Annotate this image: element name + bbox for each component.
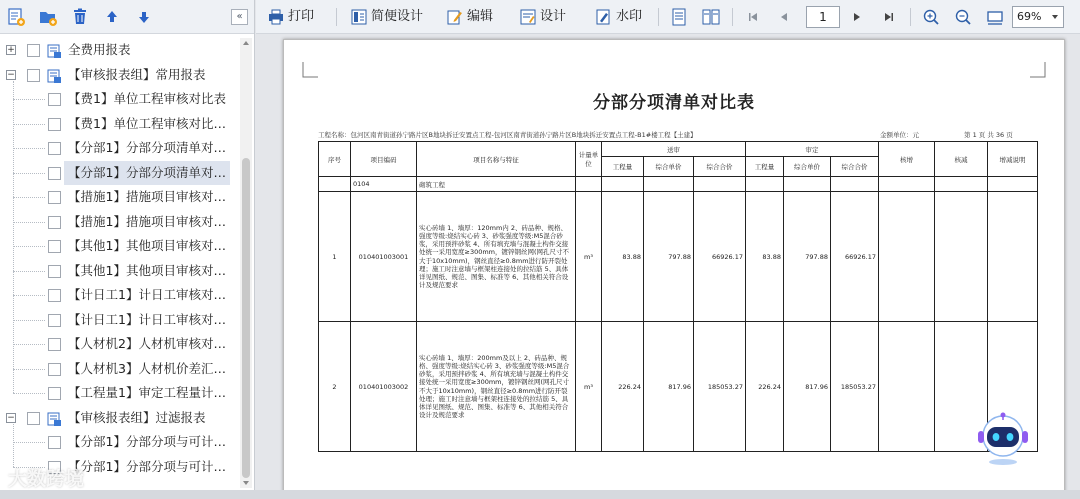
scrollbar-thumb[interactable]: [242, 158, 250, 478]
header-unit: 计量单位: [576, 142, 602, 177]
tree-checkbox[interactable]: [48, 436, 61, 449]
row-approve-total: 66926.17: [831, 192, 879, 322]
row-approve-price: 797.88: [784, 192, 831, 322]
delete-icon[interactable]: [70, 7, 90, 27]
tree-item-label: 全费用报表: [68, 42, 131, 57]
scroll-down-arrow-icon[interactable]: [243, 481, 249, 485]
header-approve-qty: 工程量: [746, 157, 784, 177]
report-tree: [0, 38, 240, 488]
header-approve-total: 综合合价: [831, 157, 879, 177]
tree-connector: [13, 173, 45, 174]
row-submit-total: 185053.27: [694, 322, 746, 452]
move-down-icon[interactable]: [134, 7, 154, 27]
tree-connector: [13, 81, 14, 394]
header-submit-qty: 工程量: [602, 157, 644, 177]
row-approve-qty: 83.88: [746, 192, 784, 322]
watermark-label: 水印: [616, 9, 643, 24]
tree-report-item[interactable]: [0, 357, 240, 382]
crop-mark-icon: [302, 62, 318, 78]
zoom-value: 69%: [1017, 10, 1042, 23]
move-up-icon[interactable]: [102, 7, 122, 27]
tree-item-label: 【审核报表组】过滤报表: [68, 409, 206, 425]
zoom-select[interactable]: [1012, 6, 1064, 28]
table-header-row: [319, 142, 1038, 157]
tree-checkbox[interactable]: [48, 118, 61, 131]
report-group-icon: [47, 411, 62, 426]
tree-connector: [13, 344, 45, 345]
tree-connector: [13, 222, 45, 223]
status-bar: [0, 490, 1080, 499]
scroll-up-arrow-icon[interactable]: [243, 41, 249, 45]
preview-panel: [256, 0, 1080, 499]
tree-report-item[interactable]: [0, 210, 240, 235]
simple-design-label: 简便设计: [371, 9, 424, 24]
tree-connector: [13, 295, 45, 296]
header-remark: 增减说明: [988, 142, 1038, 177]
folder-add-icon[interactable]: [38, 7, 58, 27]
design-icon: [520, 9, 536, 25]
tree-item-label: 【工程量1】审定工程量计…: [68, 385, 226, 400]
watermark-icon: [596, 9, 612, 25]
header-increase: 核增: [879, 142, 935, 177]
tree-report-item[interactable]: [0, 112, 240, 137]
tree-report-item[interactable]: [0, 430, 240, 455]
tree-item-label: 【措施1】措施项目审核对…: [68, 213, 226, 229]
row-no: 2: [319, 322, 351, 452]
toolbar-divider: [336, 8, 337, 26]
row-approve-qty: 226.24: [746, 322, 784, 452]
tree-report-item[interactable]: [0, 259, 240, 284]
row-submit-qty: 83.88: [602, 192, 644, 322]
header-submit: 送审: [602, 142, 746, 157]
header-no: 序号: [319, 142, 351, 177]
design-button[interactable]: [520, 0, 575, 34]
tree-item-label: 【费1】单位工程审核对比…: [68, 115, 226, 131]
tree-connector: [13, 393, 45, 394]
row-no: 1: [319, 192, 351, 322]
tree-group-item[interactable]: [0, 63, 240, 88]
page-number-input[interactable]: 1: [806, 6, 840, 28]
tree-connector: [13, 246, 45, 247]
tree-report-item[interactable]: [0, 161, 240, 186]
report-group-icon: [47, 43, 62, 58]
tree-checkbox[interactable]: [48, 387, 61, 400]
watermark-overlay: 大数跨境: [8, 468, 85, 490]
tree-connector: [13, 442, 45, 443]
comparison-table: [318, 141, 1038, 452]
section-code: 0104: [351, 177, 417, 192]
tree-item-label: 【其他1】其他项目审核对…: [68, 238, 226, 253]
tree-toolbar: [0, 0, 254, 34]
tree-item-label: 【分部1】分部分项与可计…: [68, 458, 226, 474]
fit-width-icon[interactable]: [986, 8, 1004, 26]
row-submit-qty: 226.24: [602, 322, 644, 452]
single-page-icon[interactable]: [670, 8, 688, 26]
tree-connector: [13, 424, 14, 467]
tree-connector: [13, 369, 45, 370]
print-button[interactable]: [268, 0, 328, 34]
tree-item-label: 【分部1】分部分项与可计…: [68, 434, 226, 449]
tree-report-item[interactable]: [0, 87, 240, 112]
tree-item-label: 【分部1】分部分项清单对…: [68, 140, 226, 155]
report-page: [283, 39, 1065, 499]
tree-checkbox[interactable]: [48, 216, 61, 229]
tree-checkbox[interactable]: [48, 363, 61, 376]
tree-checkbox[interactable]: [48, 240, 61, 253]
edit-icon: [447, 9, 463, 25]
header-submit-price: 综合单价: [644, 157, 694, 177]
collapse-panel-button[interactable]: «: [231, 9, 248, 25]
header-submit-total: 综合合价: [694, 157, 746, 177]
tree-item-label: 【计日工1】计日工审核对…: [68, 287, 226, 302]
report-title: 分部分项清单对比表: [593, 93, 755, 113]
tree-connector: [13, 320, 45, 321]
row-submit-price: 797.88: [644, 192, 694, 322]
tree-item-label: 【分部1】分部分项清单对…: [64, 161, 230, 186]
tree-report-item[interactable]: [0, 234, 240, 259]
report-group-icon: [47, 68, 62, 83]
header-name: 项目名称与特征: [417, 142, 576, 177]
row-approve-total: 185053.27: [831, 322, 879, 452]
row-submit-price: 817.96: [644, 322, 694, 452]
edit-button[interactable]: [447, 0, 502, 34]
tree-checkbox[interactable]: [48, 289, 61, 302]
row-feature: 实心砖墙 1、墙厚：200mm及以上 2、砖品种、规格、强度等级:烧结实心砖 3、砂浆强度等级:M5混合砂浆，采用预拌砂浆 4、所有填充墙与混凝土构件交接处统一采用宽度≥300mm，镀锌钢丝网(网孔尺寸不大于10x10mm)，钢丝直径≥0.8mm进行防开裂处理；施工时注意墙与框架柱连接处的拉结筋 5、具体详见图纸、规范、图集、标准等 6、其他相关符合设计及规范要求: [417, 322, 576, 452]
toolbar-divider: [658, 8, 659, 26]
layout-icon: [351, 9, 367, 25]
design-label: 设计: [540, 9, 567, 24]
section-row: [319, 177, 1038, 192]
tree-checkbox[interactable]: [48, 265, 61, 278]
tree-checkbox[interactable]: [27, 412, 40, 425]
tree-item-label: 【其他1】其他项目审核对…: [68, 262, 226, 278]
row-code: 010401003002: [351, 322, 417, 452]
project-name: 工程名称：包河区南青街道孙宁路片区B地块拆迁安置点工程-包河区南青街道孙宁路片区B地块拆迁安置点工程-B1#楼工程【土建】: [318, 131, 697, 139]
tree-item-label: 【人材机2】人材机审核对…: [68, 336, 226, 351]
tree-report-item[interactable]: [0, 283, 240, 308]
crop-mark-icon: [1030, 62, 1046, 78]
table-row: [319, 322, 1038, 452]
collapse-icon[interactable]: −: [7, 69, 15, 80]
tree-item-label: 【费1】单位工程审核对比表: [68, 91, 226, 106]
tree-connector: [13, 99, 45, 100]
tree-item-label: 【措施1】措施项目审核对…: [68, 189, 226, 204]
expand-icon[interactable]: +: [7, 45, 15, 55]
amount-unit: 金额单位：元: [880, 131, 919, 139]
row-code: 010401003001: [351, 192, 417, 322]
tree-item-label: 【人材机3】人材机价差汇…: [68, 360, 226, 376]
tree-report-item[interactable]: [0, 308, 240, 333]
row-feature: 实心砖墙 1、墙厚：120mm内 2、砖品种、规格、强度等级:烧结实心砖 3、砂浆强度等级:M5混合砂浆，采用预拌砂浆 4、所有填充墙与混凝土构件交接处统一采用宽度≥300mm，镀锌钢丝网(网孔尺寸不大于10x10mm)，钢丝直径≥0.8mm进行防开裂处理；施工时注意墙与框架柱连接处的拉结筋 5、具体详见图纸、规范、图集、标准等 6、其他相关符合设计及规范要求: [417, 192, 576, 322]
row-approve-price: 817.96: [784, 322, 831, 452]
tree-checkbox[interactable]: [27, 44, 40, 57]
watermark-button[interactable]: [596, 0, 651, 34]
first-page-icon[interactable]: [744, 8, 762, 26]
tree-group-item[interactable]: [0, 38, 240, 63]
preview-toolbar: [256, 0, 1080, 34]
tree-checkbox[interactable]: [48, 167, 61, 180]
page-info: 第 1 页 共 36 页: [964, 131, 1013, 139]
tree-connector: [13, 271, 45, 272]
tree-checkbox[interactable]: [48, 191, 61, 204]
header-decrease: 核减: [935, 142, 988, 177]
row-unit: m³: [576, 322, 602, 452]
header-code: 项目编码: [351, 142, 417, 177]
collapse-icon[interactable]: −: [7, 412, 15, 423]
tree-checkbox[interactable]: [27, 69, 40, 82]
header-approve-price: 综合单价: [784, 157, 831, 177]
table-row: [319, 192, 1038, 322]
tree-item-label: 【审核报表组】常用报表: [68, 66, 206, 82]
tree-report-item[interactable]: [0, 185, 240, 210]
row-submit-total: 66926.17: [694, 192, 746, 322]
tree-group-item[interactable]: [0, 406, 240, 431]
print-label: 打印: [288, 9, 315, 24]
tree-report-item[interactable]: [0, 381, 240, 406]
chevron-down-icon: [1052, 15, 1058, 19]
simple-design-button[interactable]: [351, 0, 431, 34]
edit-label: 编辑: [467, 9, 494, 24]
tree-item-label: 【计日工1】计日工审核对…: [68, 311, 226, 327]
tree-checkbox[interactable]: [48, 314, 61, 327]
prev-page-icon[interactable]: [775, 8, 793, 26]
printer-icon: [268, 9, 284, 25]
zoom-in-icon[interactable]: [922, 8, 940, 26]
tree-scrollbar[interactable]: [240, 38, 252, 488]
tree-connector: [13, 124, 45, 125]
tree-connector: [13, 197, 45, 198]
tree-checkbox[interactable]: [48, 142, 61, 155]
tree-checkbox[interactable]: [48, 93, 61, 106]
last-page-icon[interactable]: [880, 8, 898, 26]
toolbar-divider: [732, 8, 733, 26]
zoom-out-icon[interactable]: [954, 8, 972, 26]
header-approve: 审定: [746, 142, 879, 157]
section-name: 砌筑工程: [417, 177, 576, 192]
toolbar-divider: [910, 8, 911, 26]
next-page-icon[interactable]: [848, 8, 866, 26]
row-unit: m³: [576, 192, 602, 322]
tree-report-item[interactable]: [0, 136, 240, 161]
tree-report-item[interactable]: [0, 332, 240, 357]
tree-checkbox[interactable]: [48, 338, 61, 351]
assistant-robot-icon[interactable]: [974, 410, 1032, 468]
double-page-icon[interactable]: [702, 8, 720, 26]
report-tree-panel: [0, 0, 255, 499]
report-add-icon[interactable]: [6, 7, 26, 27]
tree-connector: [13, 148, 45, 149]
